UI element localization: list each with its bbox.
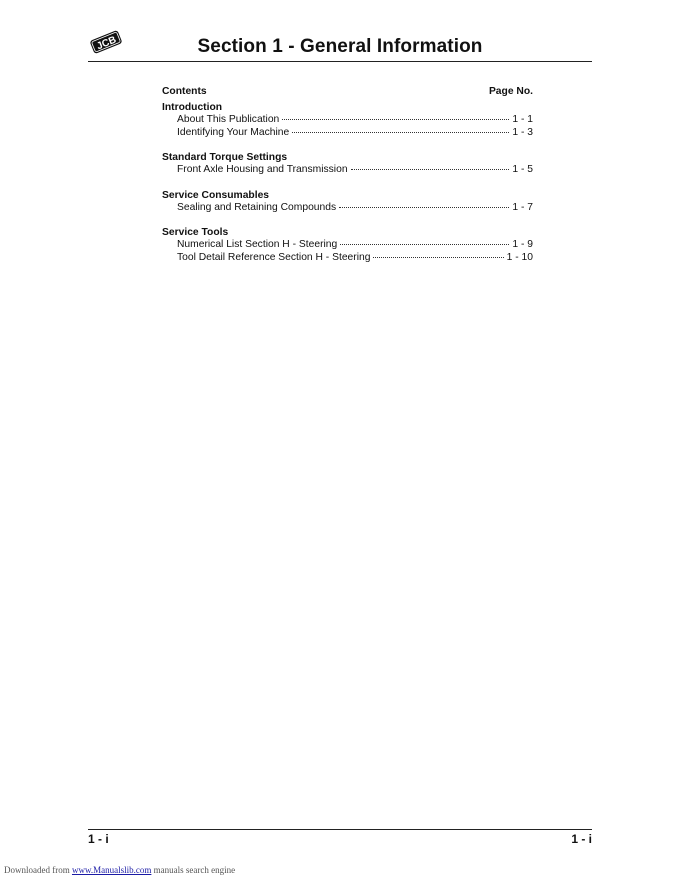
toc-entry-page: 1 - 9	[512, 239, 533, 250]
toc-entry-sealing-compounds[interactable]	[162, 202, 533, 215]
toc-entry-numerical-list[interactable]	[162, 239, 533, 252]
dot-leader	[340, 244, 509, 245]
dot-leader	[339, 207, 509, 208]
toc-group-service-consumables	[162, 189, 533, 215]
toc-entry-page: 1 - 1	[512, 114, 533, 125]
toc-entry-text: Numerical List Section H - Steering	[177, 239, 338, 250]
toc-entry-identifying-your-machine[interactable]	[162, 127, 533, 140]
toc-group-service-tools	[162, 226, 533, 264]
toc-entry-text: Sealing and Retaining Compounds	[177, 201, 337, 213]
toc-group-title: Service Consumables	[162, 189, 270, 201]
dot-leader	[373, 257, 503, 258]
toc-entry-text: Tool Detail Reference Section H - Steering	[177, 251, 371, 263]
contents-label: Contents	[162, 86, 207, 97]
toc-group-title: Introduction	[162, 102, 223, 113]
toc-group-title: Standard Torque Settings	[162, 152, 288, 163]
footer-page-number-left: 1 - i	[88, 832, 109, 846]
dot-leader	[351, 169, 510, 170]
page-number-label: Page No.	[488, 86, 533, 97]
dot-leader	[282, 119, 509, 120]
toc-header	[162, 85, 533, 99]
toc-entry-page: 1 - 7	[512, 201, 533, 213]
toc-group-introduction	[162, 101, 533, 139]
download-suffix: manuals search engine	[153, 865, 236, 875]
footer-divider	[88, 829, 592, 830]
toc-entry-text: Identifying Your Machine	[177, 126, 290, 138]
manualslib-link[interactable]: www.Manualslib.com	[71, 865, 152, 875]
toc-entry-text: About This Publication	[177, 114, 280, 125]
table-of-contents	[162, 85, 533, 276]
download-notice	[4, 865, 235, 875]
toc-entry-page: 1 - 10	[506, 251, 533, 263]
footer-page-number-right: 1 - i	[571, 832, 592, 846]
dot-leader	[292, 132, 509, 133]
page-title: Section 1 - General Information	[197, 36, 483, 57]
download-prefix: Downloaded from	[4, 865, 70, 875]
header-divider	[88, 61, 592, 62]
toc-entry-page: 1 - 5	[512, 164, 533, 175]
toc-group-standard-torque-settings	[162, 151, 533, 177]
toc-entry-text: Front Axle Housing and Transmission	[177, 164, 348, 175]
jcb-logo-text: JCB	[95, 34, 118, 53]
toc-entry-page: 1 - 3	[512, 126, 533, 138]
toc-entry-tool-detail-reference[interactable]	[162, 252, 533, 265]
toc-group-title: Service Tools	[162, 227, 229, 238]
toc-entry-front-axle-housing[interactable]	[162, 164, 533, 177]
toc-entry-about-this-publication[interactable]	[162, 114, 533, 127]
